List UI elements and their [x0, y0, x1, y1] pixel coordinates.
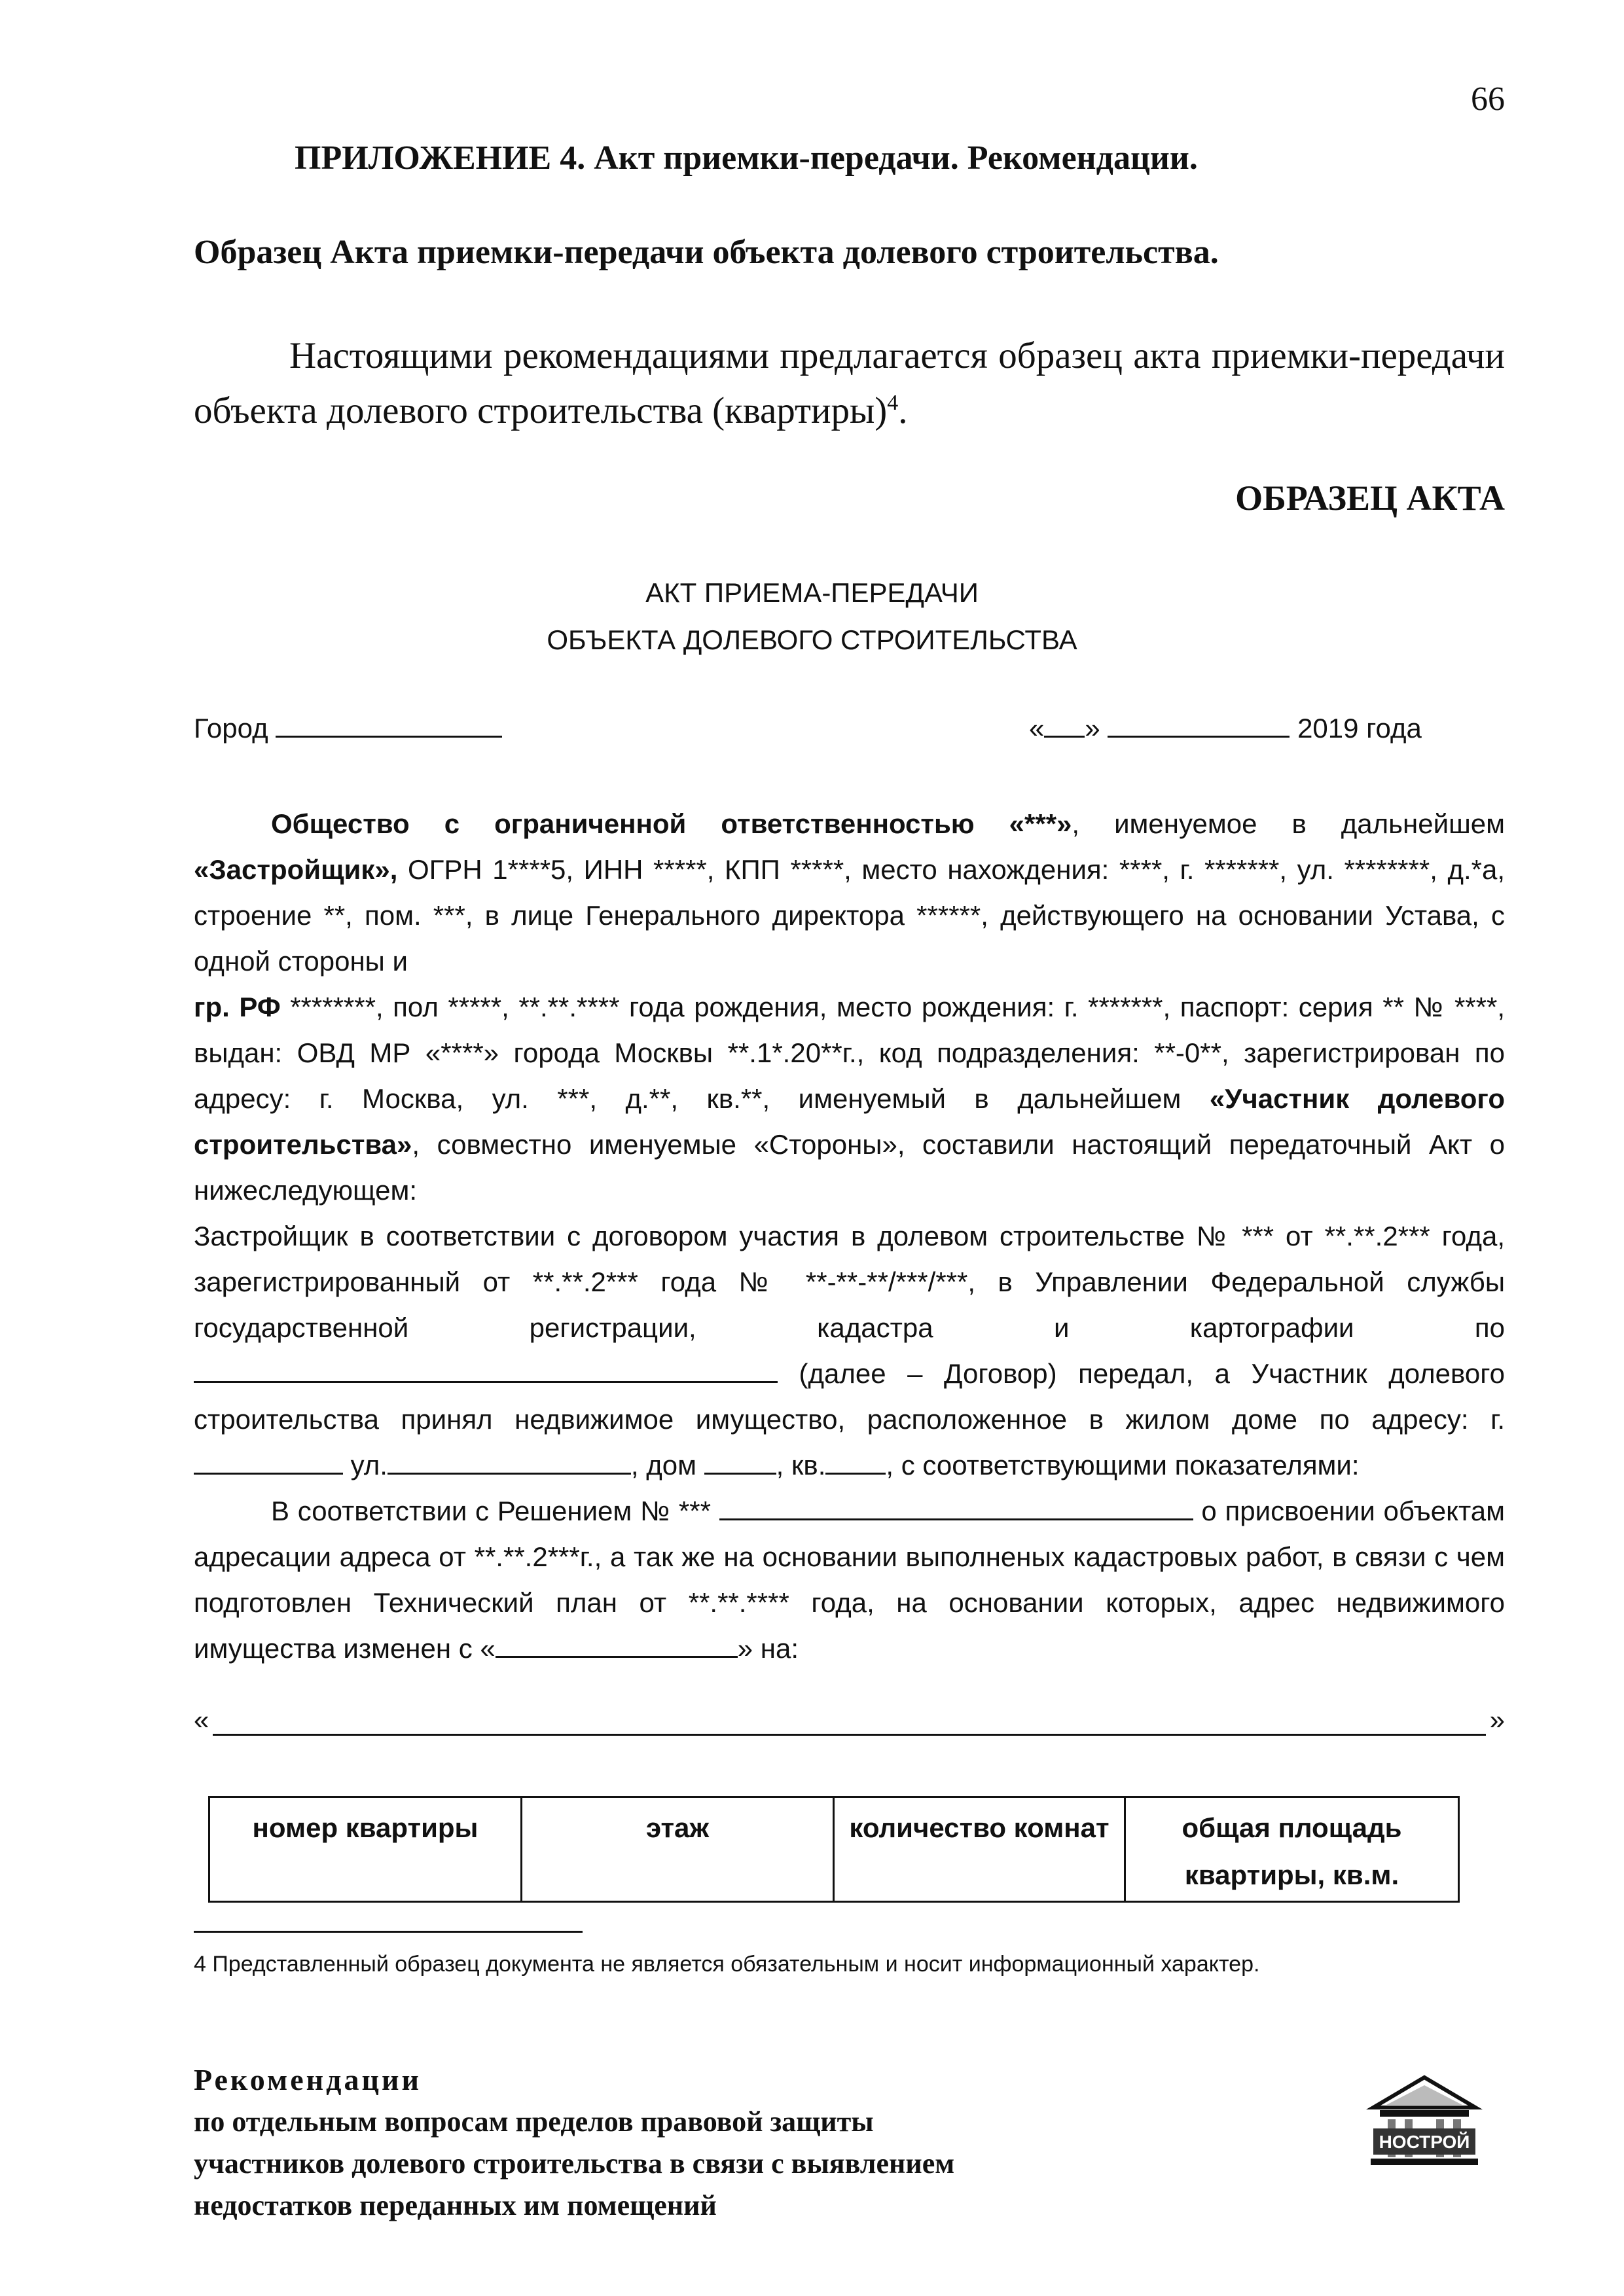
transfer-text-1: Застройщик в соответствии с договором участия в долевом строительстве № *** от **.**.2*** года, зарегистрированный от **.**.2*** года № **-**-**/***/***, в Управлении Федеральной службы государственной регистрации, кадастра и картографии по — [194, 1221, 1505, 1343]
developer-text-2: ОГРН 1****5, ИНН *****, КПП *****, место нахождения: ****, г. *******, ул. ********, д.*а, строение **, пом. ***, в лице Генерального директора ******, действующего на основании Устава, с одной стороны и — [194, 854, 1505, 977]
nostroy-logo-icon — [1365, 2073, 1483, 2172]
apartment-table — [208, 1796, 1460, 1903]
citizen-label: гр. РФ — [194, 992, 281, 1022]
footnote: 4 Представленный образец документа не является обязательным и носит информационный характер. — [194, 1952, 1260, 1977]
logo-text: НОСТРОЙ — [1379, 2132, 1470, 2152]
recommendations-footer — [194, 2059, 954, 2227]
day-blank — [1044, 708, 1085, 738]
participant-paragraph — [194, 984, 1505, 1213]
transfer-paragraph — [194, 1213, 1505, 1488]
city-address-blank — [194, 1445, 343, 1475]
new-address-open-quote: « — [194, 1704, 209, 1735]
table-header-row — [209, 1797, 1459, 1902]
table-header-apartment-number: номер квартиры — [209, 1797, 522, 1902]
address-change-paragraph — [194, 1488, 1505, 1672]
intro-paragraph — [194, 329, 1505, 439]
transfer-text-5: , кв. — [776, 1450, 826, 1480]
table-header-floor: этаж — [522, 1797, 834, 1902]
intro-text: Настоящими рекомендациями предлагается образец акта приемки-передачи объекта долевого строительства (квартиры) — [194, 335, 1505, 431]
footnote-reference[interactable]: 4 — [887, 391, 899, 415]
intro-end: . — [898, 390, 908, 431]
participant-label: «Участник долевого строительства» — [194, 1083, 1505, 1160]
city-label: Город — [194, 713, 268, 744]
old-address-blank — [496, 1628, 738, 1658]
participant-text-1: ********, пол *****, **.**.**** года рождения, место рождения: г. *******, паспорт: серия ** № ****, выдан: ОВД МР «****» города Москвы **.1*.20**г., код подразделения: **-0**, зарегистрирован по адресу: г. Москва, ул. ***, д.**, кв.**, именуемый в дальнейшем — [194, 992, 1506, 1114]
sample-label: ОБРАЗЕЦ АКТА — [1235, 478, 1505, 518]
month-blank — [1108, 708, 1290, 738]
appendix-title: ПРИЛОЖЕНИЕ 4. Акт приемки-передачи. Рекомендации. — [295, 139, 1198, 177]
house-blank — [704, 1445, 776, 1475]
recommendations-line-3: недостатков переданных им помещений — [194, 2189, 717, 2221]
date-field — [1029, 708, 1422, 744]
footnote-divider — [194, 1931, 583, 1933]
act-body — [194, 801, 1505, 1672]
new-address-close-quote: » — [1489, 1704, 1505, 1735]
transfer-text-3: ул. — [343, 1450, 388, 1480]
date-close-quote: » — [1085, 713, 1100, 744]
table-header-rooms: количество комнат — [834, 1797, 1125, 1902]
street-blank — [388, 1445, 631, 1475]
participant-text-2: , совместно именуемые «Стороны», составили настоящий передаточный Акт о нижеследующем: — [194, 1129, 1505, 1206]
page-number: 66 — [1471, 81, 1505, 118]
sample-title: Образец Акта приемки-передачи объекта долевого строительства. — [194, 234, 1219, 271]
transfer-text-4: , дом — [630, 1450, 704, 1480]
transfer-text-6: , с соответствующими показателями: — [886, 1450, 1360, 1480]
date-open-quote: « — [1029, 713, 1045, 744]
recommendations-line-1: по отдельным вопросам пределов правовой защиты — [194, 2106, 874, 2138]
apartment-blank — [825, 1445, 886, 1475]
act-title-line-2: ОБЪЕКТА ДОЛЕВОГО СТРОИТЕЛЬСТВА — [547, 624, 1077, 655]
decision-blank — [719, 1491, 1193, 1520]
address-text-1: В соответствии с Решением № *** — [271, 1496, 719, 1526]
nostroy-logo — [1365, 2073, 1483, 2172]
city-blank — [276, 708, 502, 738]
address-text-2: о присвоении объектам адресации адреса от **.**.2***г., а так же на основании выполненых кадастровых работ, в связи с чем подготовлен Технический план от **.**.**** года, на основании которых, адрес недвижимого имущества изменен с « — [194, 1496, 1505, 1664]
new-address-blank — [213, 1709, 1485, 1736]
recommendations-heading: Рекомендации — [194, 2063, 422, 2096]
address-text-3: » на: — [737, 1633, 799, 1664]
transfer-text-2: (далее – Договор) передал, а Участник долевого строительства принял недвижимое имущество, расположенное в жилом доме по адресу: г. — [194, 1358, 1505, 1435]
city-field — [194, 708, 502, 744]
registry-blank — [194, 1354, 778, 1383]
new-address-line — [194, 1704, 1505, 1736]
date-year: 2019 года — [1297, 713, 1422, 744]
table-header-area: общая площадь квартиры, кв.м. — [1125, 1797, 1459, 1902]
developer-text-1: , именуемое в дальнейшем — [1072, 808, 1505, 839]
developer-paragraph — [194, 801, 1505, 984]
recommendations-line-2: участников долевого строительства в связи с выявлением — [194, 2147, 955, 2179]
developer-label: «Застройщик», — [194, 854, 398, 885]
company-name: Общество с ограниченной ответственностью «***» — [271, 808, 1072, 839]
act-title-line-1: АКТ ПРИЕМА-ПЕРЕДАЧИ — [645, 577, 979, 608]
